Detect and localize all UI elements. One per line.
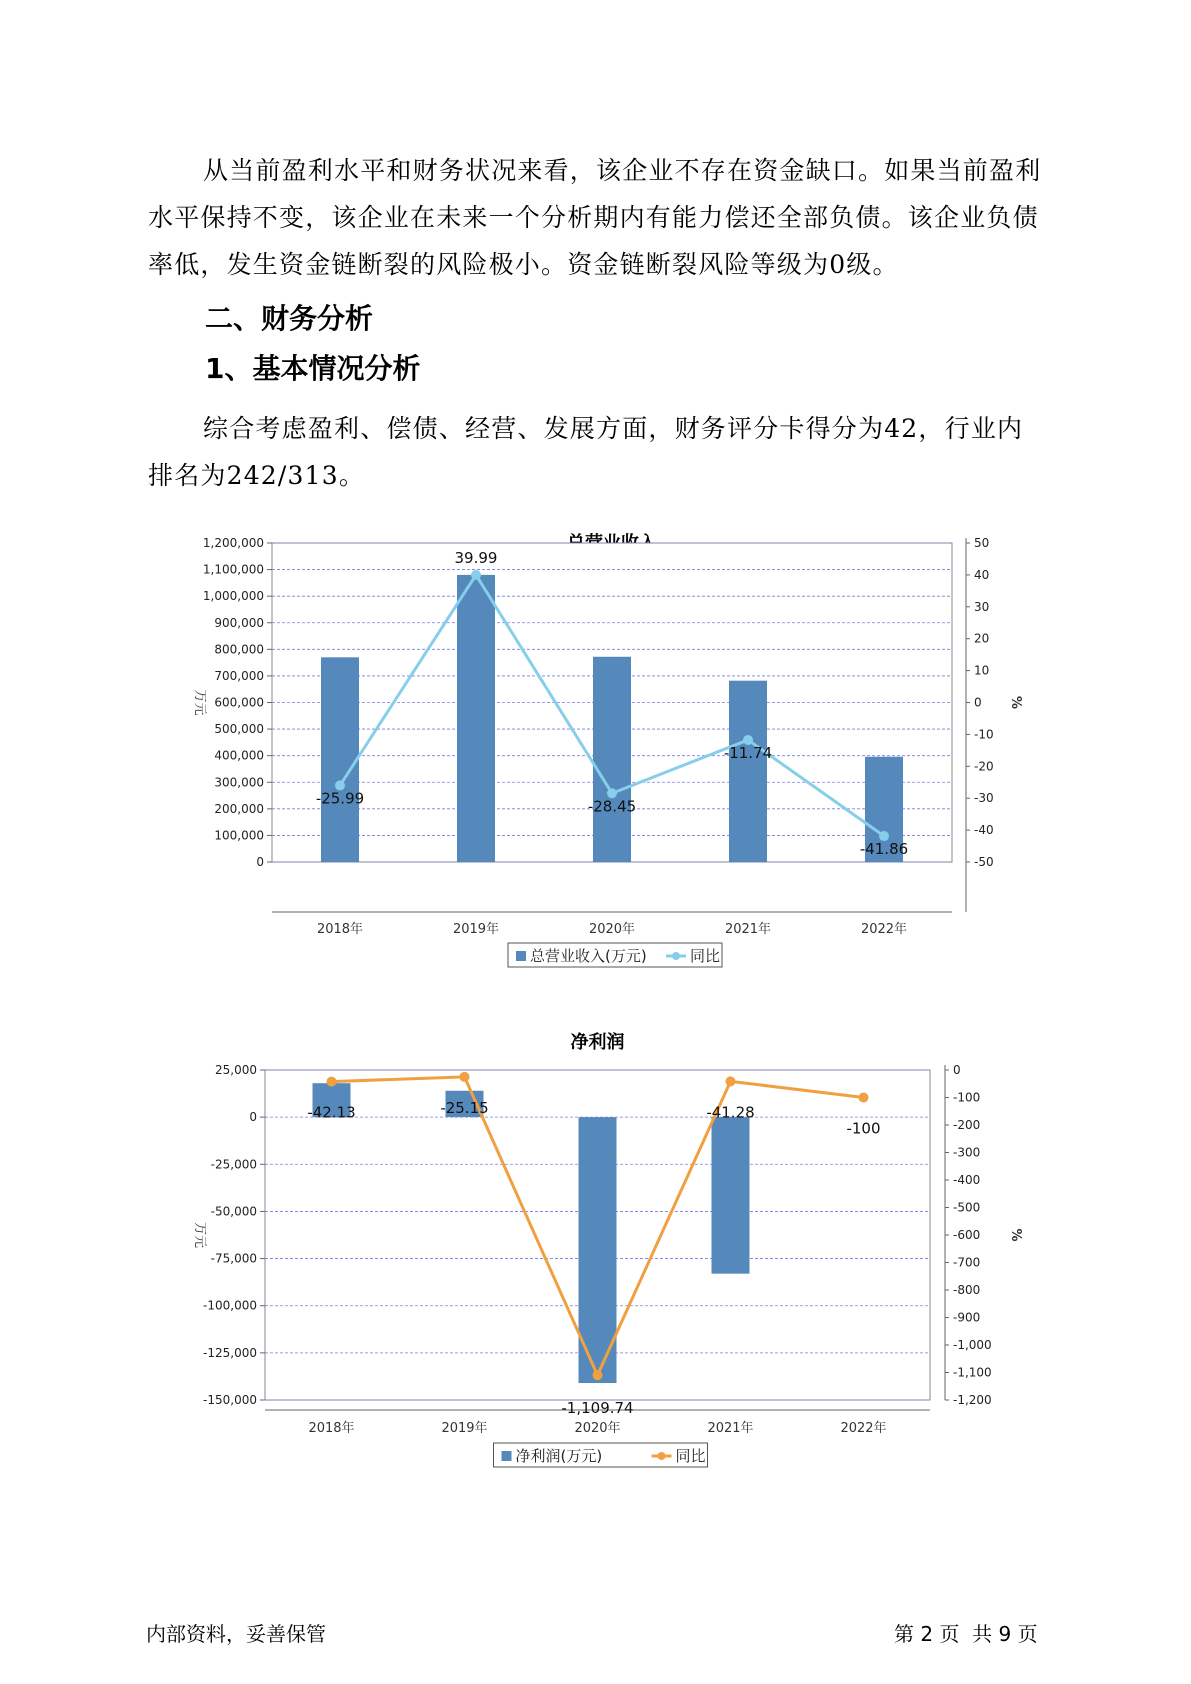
y-tick-label: 300,000 <box>214 775 264 790</box>
y-tick-label: -150,000 <box>203 1393 257 1407</box>
y2-tick-label: 10 <box>974 663 990 678</box>
y2-tick-label: -100 <box>953 1090 981 1105</box>
y-tick-label: 700,000 <box>214 668 264 683</box>
y2-tick-label: 50 <box>974 536 990 550</box>
x-tick-label: 2021年 <box>707 1421 754 1436</box>
legend-bar-label: 总营业收入(万元) <box>530 947 647 965</box>
y2-tick-label: -900 <box>953 1310 981 1325</box>
y-tick-label: 1,100,000 <box>202 562 264 577</box>
y-tick-label: 0 <box>256 855 264 869</box>
y-tick-label: 100,000 <box>214 828 264 843</box>
y-tick-label: 200,000 <box>214 801 264 816</box>
yoy-point <box>471 570 481 580</box>
bar-2019年 <box>457 575 495 862</box>
y2-tick-label: -50 <box>974 855 994 869</box>
y-axis-label: 万元 <box>192 1221 207 1249</box>
yoy-point <box>859 1093 869 1103</box>
bar-2020年 <box>593 657 631 862</box>
yoy-data-label: -25.15 <box>440 1098 489 1117</box>
y2-tick-label: -10 <box>974 727 994 742</box>
y-tick-label: -50,000 <box>210 1204 257 1219</box>
bar-2021年 <box>729 681 767 862</box>
yoy-point <box>726 1076 736 1086</box>
yoy-data-label: -11.74 <box>723 743 773 762</box>
section-heading-finance: 二、财务分析 <box>205 302 374 335</box>
y2-tick-label: -1,200 <box>953 1393 992 1407</box>
x-tick-label: 2020年 <box>588 922 636 937</box>
summary-paragraph: 从当前盈利水平和财务状况来看，该企业不存在资金缺口。如果当前盈利水平保持不变，该企业在未来一个分析期内有能力偿还全部负债。该企业负债率低，发生资金链断裂的风险极小。资金链断裂风险等级为0级。 <box>148 156 1042 279</box>
y-tick-label: 25,000 <box>215 1063 257 1077</box>
y-tick-label: 800,000 <box>214 642 264 657</box>
y-tick-label: 0 <box>249 1110 257 1125</box>
x-tick-label: 2021年 <box>724 922 772 937</box>
yoy-data-label: -1,109.74 <box>561 1399 634 1418</box>
y2-tick-label: -400 <box>953 1173 981 1187</box>
legend-bar-swatch <box>502 1451 512 1461</box>
yoy-point <box>327 1077 337 1087</box>
revenue-chart-svg <box>0 515 1191 975</box>
yoy-data-label: -41.28 <box>706 1103 755 1122</box>
y2-tick-label: -500 <box>953 1200 981 1215</box>
revenue-chart <box>0 515 1191 975</box>
y2-tick-label: -40 <box>974 823 994 838</box>
yoy-point <box>593 1370 603 1380</box>
y2-tick-label: -20 <box>974 759 994 774</box>
y-tick-label: 400,000 <box>214 748 264 763</box>
section-heading-basic: 1、基本情况分析 <box>205 352 421 385</box>
x-tick-label: 2019年 <box>441 1421 488 1436</box>
y-tick-label: -100,000 <box>203 1298 257 1313</box>
y2-tick-label: 40 <box>974 567 990 582</box>
chart-title: 净利润 <box>570 1032 625 1053</box>
legend-line-label: 同比 <box>675 1447 706 1465</box>
legend-bar-label: 净利润(万元) <box>515 1447 603 1465</box>
y-tick-label: 600,000 <box>214 695 264 710</box>
legend-line-marker <box>672 952 680 960</box>
footer-page-number: 第 2 页 共 9 页 <box>894 1622 1038 1646</box>
y2-tick-label: -300 <box>953 1145 981 1160</box>
x-tick-label: 2022年 <box>840 1421 887 1436</box>
y2-tick-label: -200 <box>953 1118 981 1132</box>
footer-confidential: 内部资料，妥善保管 <box>146 1622 326 1646</box>
y2-tick-label: 0 <box>974 695 982 710</box>
y2-tick-label: -1,100 <box>953 1365 992 1380</box>
yoy-data-label: -100 <box>846 1119 881 1138</box>
y-tick-label: 1,200,000 <box>202 536 264 550</box>
y2-axis-label: % <box>1008 1228 1023 1242</box>
y2-tick-label: -600 <box>953 1228 981 1242</box>
bar-2021年 <box>712 1117 750 1274</box>
yoy-data-label: -41.86 <box>859 840 909 859</box>
y2-tick-label: -1,000 <box>953 1338 992 1352</box>
x-tick-label: 2020年 <box>574 1421 621 1436</box>
y2-tick-label: -800 <box>953 1283 981 1297</box>
legend-line-marker <box>658 1452 666 1460</box>
y-tick-label: -75,000 <box>210 1251 257 1266</box>
x-tick-label: 2018年 <box>316 922 364 937</box>
y2-tick-label: 0 <box>953 1063 961 1077</box>
yoy-data-label: -28.45 <box>587 797 637 816</box>
yoy-point <box>460 1072 470 1082</box>
x-tick-label: 2022年 <box>860 922 908 937</box>
x-tick-label: 2019年 <box>452 922 500 937</box>
x-tick-label: 2018年 <box>308 1421 355 1436</box>
y-tick-label: -25,000 <box>210 1157 257 1172</box>
legend-line-label: 同比 <box>690 947 721 965</box>
bar-2018年 <box>321 657 359 862</box>
y2-tick-label: 30 <box>974 599 990 614</box>
net-profit-chart <box>0 1010 1191 1480</box>
net-profit-chart-svg <box>0 1010 1191 1480</box>
y2-axis-label: % <box>1008 695 1023 710</box>
score-paragraph: 综合考虑盈利、偿债、经营、发展方面，财务评分卡得分为42，行业内排名为242/313。 <box>148 414 1024 490</box>
y2-tick-label: 20 <box>974 631 990 646</box>
yoy-data-label: 39.99 <box>454 548 498 567</box>
y-tick-label: 1,000,000 <box>202 589 264 604</box>
y-axis-label: 万元 <box>192 689 207 716</box>
legend-bar-swatch <box>516 951 526 961</box>
y-tick-label: -125,000 <box>203 1345 257 1360</box>
y2-tick-label: -30 <box>974 791 994 806</box>
y2-tick-label: -700 <box>953 1255 981 1270</box>
y-tick-label: 500,000 <box>214 722 264 737</box>
yoy-data-label: -42.13 <box>307 1103 356 1122</box>
y-tick-label: 900,000 <box>214 615 264 630</box>
yoy-data-label: -25.99 <box>315 789 365 808</box>
